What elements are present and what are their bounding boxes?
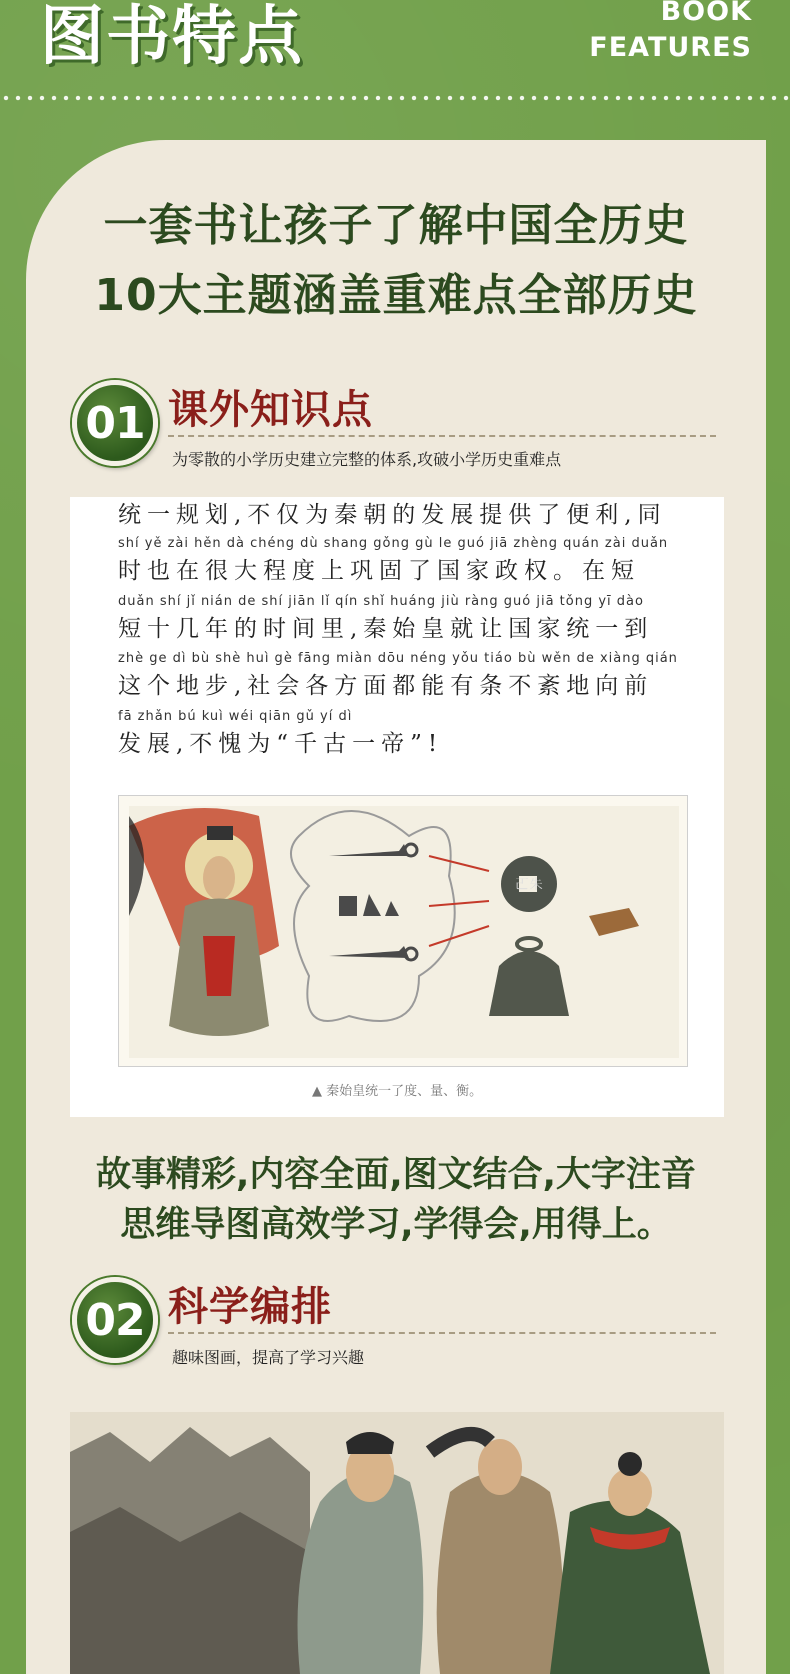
title-en-line1: BOOK bbox=[660, 0, 752, 27]
sample-pinyin-line4: fā zhǎn bú kuì wéi qiān gǔ yí dì bbox=[118, 709, 353, 724]
crown-shape bbox=[207, 826, 233, 840]
section2-divider bbox=[168, 1332, 716, 1334]
historical-painting bbox=[70, 1412, 724, 1674]
sample-text-line0: 统一规划,不仅为秦朝的发展提供了便利,同 bbox=[118, 502, 667, 528]
qin-shihuang-illustration bbox=[118, 795, 688, 1067]
section2-subtitle: 趣味图画，提高了学习兴趣 bbox=[172, 1348, 365, 1367]
dotted-divider bbox=[0, 95, 790, 101]
face-shape bbox=[203, 856, 235, 900]
slogan-line2: 思维导图高效学习,学得会,用得上。 bbox=[120, 1205, 672, 1245]
section2-number-badge: 02 bbox=[72, 1277, 158, 1363]
sample-text-line2: 短十几年的时间里,秦始皇就让国家统一到 bbox=[118, 616, 654, 642]
sample-pinyin-line1: shí yě zài hěn dà chéng dù shang gǒng gù le guó jiā zhèng quán zài duǎn bbox=[118, 536, 669, 551]
page-title-english bbox=[589, 0, 752, 66]
illustration-drawing bbox=[119, 796, 689, 1068]
sample-text-line1: 时也在很大程度上巩固了国家政权。在短 bbox=[118, 558, 640, 584]
slogan-line1: 故事精彩,内容全面,图文结合,大字注音 bbox=[96, 1155, 696, 1195]
sample-text-line3: 这个地步,社会各方面都能有条不紊地向前 bbox=[118, 673, 654, 699]
headline-line2: 10大主题涵盖重难点全部历史 bbox=[94, 270, 698, 321]
figure-right-hairbun bbox=[618, 1452, 642, 1476]
figure-middle-face bbox=[478, 1439, 522, 1495]
section1-subtitle: 为零散的小学历史建立完整的体系,攻破小学历史重难点 bbox=[172, 450, 562, 469]
section1-title: 课外知识点 bbox=[168, 387, 373, 433]
title-en-line2: FEATURES bbox=[589, 32, 752, 63]
sample-text-line4: 发展,不愧为“千古一帝”! bbox=[118, 731, 444, 757]
page-title: 图书特点 bbox=[40, 0, 304, 74]
section1-number-badge: 01 bbox=[72, 380, 158, 466]
sample-pinyin-line2: duǎn shí jǐ nián de shí jiān lǐ qín shǐ huáng jiù ràng guó jiā tǒng yī dào bbox=[118, 594, 644, 609]
headline-line1: 一套书让孩子了解中国全历史 bbox=[103, 200, 689, 251]
section2-title: 科学编排 bbox=[168, 1284, 332, 1330]
robe-red-panel bbox=[203, 936, 235, 996]
section1-divider bbox=[168, 435, 716, 437]
illustration-caption: ▲ 秦始皇统一了度、量、衡。 bbox=[312, 1084, 483, 1099]
figure-middle-robe bbox=[437, 1472, 564, 1674]
coin-inscription: 𠀀朱 bbox=[515, 877, 543, 893]
sample-pinyin-line3: zhè ge dì bù shè huì gè fāng miàn dōu néng yǒu tiáo bù wěn de xiàng qián bbox=[118, 651, 678, 666]
painting-drawing bbox=[70, 1412, 724, 1674]
